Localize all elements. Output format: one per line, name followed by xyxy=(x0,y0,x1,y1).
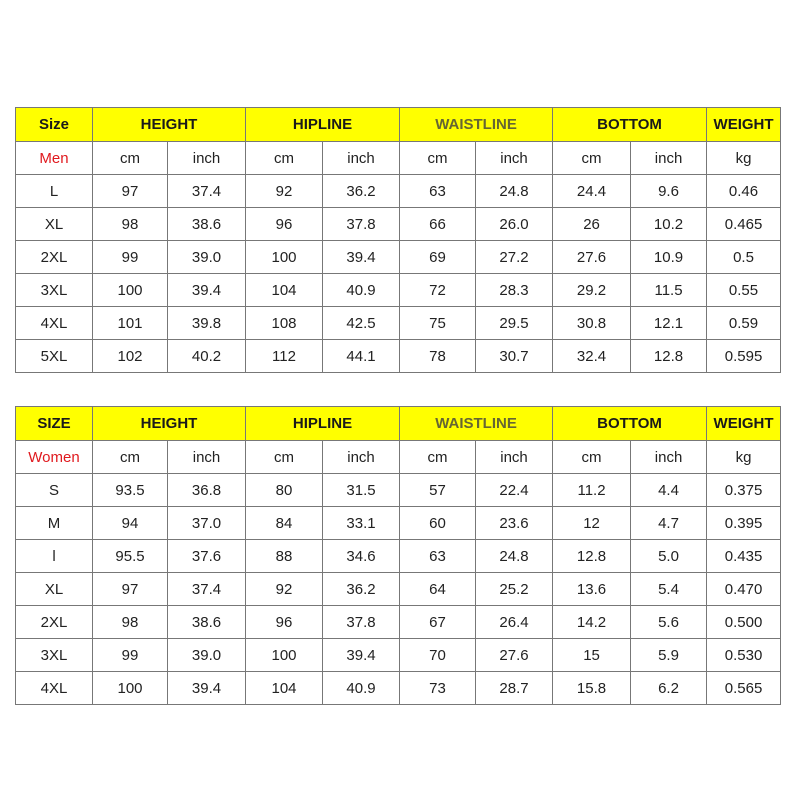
value-cell: 25.2 xyxy=(476,573,553,606)
value-cell: 11.5 xyxy=(631,274,707,307)
value-cell: 84 xyxy=(246,507,323,540)
height-header: HEIGHT xyxy=(93,407,246,441)
value-cell: 30.7 xyxy=(476,340,553,373)
unit-cell: inch xyxy=(476,142,553,175)
hipline-header: HIPLINE xyxy=(246,407,400,441)
table-row xyxy=(16,474,781,507)
value-cell: 27.2 xyxy=(476,241,553,274)
value-cell: 0.46 xyxy=(707,175,781,208)
value-cell: 100 xyxy=(93,672,168,705)
weight-header: WEIGHT xyxy=(707,108,781,142)
value-cell: 108 xyxy=(246,307,323,340)
value-cell: 10.2 xyxy=(631,208,707,241)
value-cell: 44.1 xyxy=(323,340,400,373)
table-row xyxy=(16,540,781,573)
value-cell: 0.465 xyxy=(707,208,781,241)
table-row xyxy=(16,208,781,241)
value-cell: 0.59 xyxy=(707,307,781,340)
value-cell: 63 xyxy=(400,540,476,573)
value-cell: 24.8 xyxy=(476,540,553,573)
value-cell: 42.5 xyxy=(323,307,400,340)
value-cell: 63 xyxy=(400,175,476,208)
value-cell: 37.4 xyxy=(168,175,246,208)
value-cell: 0.395 xyxy=(707,507,781,540)
unit-cell: cm xyxy=(400,142,476,175)
value-cell: 99 xyxy=(93,241,168,274)
value-cell: 33.1 xyxy=(323,507,400,540)
unit-cell: inch xyxy=(631,142,707,175)
unit-cell: cm xyxy=(553,142,631,175)
value-cell: 67 xyxy=(400,606,476,639)
unit-cell: cm xyxy=(93,441,168,474)
value-cell: 36.2 xyxy=(323,175,400,208)
value-cell: 99 xyxy=(93,639,168,672)
value-cell: 13.6 xyxy=(553,573,631,606)
value-cell: 12.8 xyxy=(553,540,631,573)
waistline-header: WAISTLINE xyxy=(400,108,553,142)
value-cell: 94 xyxy=(93,507,168,540)
unit-cell: cm xyxy=(93,142,168,175)
size-cell: l xyxy=(16,540,93,573)
value-cell: 5.0 xyxy=(631,540,707,573)
size-cell: 4XL xyxy=(16,307,93,340)
weight-header: WEIGHT xyxy=(707,407,781,441)
value-cell: 64 xyxy=(400,573,476,606)
table-row xyxy=(16,639,781,672)
value-cell: 39.0 xyxy=(168,639,246,672)
gender-label: Women xyxy=(16,441,93,474)
unit-cell: cm xyxy=(246,441,323,474)
value-cell: 12 xyxy=(553,507,631,540)
value-cell: 0.530 xyxy=(707,639,781,672)
value-cell: 12.1 xyxy=(631,307,707,340)
value-cell: 27.6 xyxy=(476,639,553,672)
value-cell: 36.2 xyxy=(323,573,400,606)
value-cell: 36.8 xyxy=(168,474,246,507)
size-cell: 3XL xyxy=(16,639,93,672)
value-cell: 5.4 xyxy=(631,573,707,606)
value-cell: 112 xyxy=(246,340,323,373)
table-row xyxy=(16,606,781,639)
value-cell: 39.8 xyxy=(168,307,246,340)
value-cell: 97 xyxy=(93,175,168,208)
unit-cell: inch xyxy=(168,142,246,175)
value-cell: 37.8 xyxy=(323,606,400,639)
unit-cell: inch xyxy=(323,142,400,175)
value-cell: 23.6 xyxy=(476,507,553,540)
value-cell: 11.2 xyxy=(553,474,631,507)
value-cell: 37.4 xyxy=(168,573,246,606)
value-cell: 100 xyxy=(246,241,323,274)
value-cell: 104 xyxy=(246,672,323,705)
size-cell: S xyxy=(16,474,93,507)
value-cell: 28.7 xyxy=(476,672,553,705)
value-cell: 5.9 xyxy=(631,639,707,672)
units-row xyxy=(16,142,781,175)
men-size-table xyxy=(15,107,781,373)
value-cell: 39.4 xyxy=(168,274,246,307)
value-cell: 9.6 xyxy=(631,175,707,208)
unit-cell: inch xyxy=(168,441,246,474)
table-row xyxy=(16,175,781,208)
value-cell: 101 xyxy=(93,307,168,340)
value-cell: 92 xyxy=(246,175,323,208)
value-cell: 26.4 xyxy=(476,606,553,639)
value-cell: 27.6 xyxy=(553,241,631,274)
size-cell: XL xyxy=(16,208,93,241)
value-cell: 60 xyxy=(400,507,476,540)
header-row xyxy=(16,407,781,441)
hipline-header: HIPLINE xyxy=(246,108,400,142)
value-cell: 24.4 xyxy=(553,175,631,208)
value-cell: 75 xyxy=(400,307,476,340)
value-cell: 39.4 xyxy=(168,672,246,705)
size-cell: 3XL xyxy=(16,274,93,307)
value-cell: 38.6 xyxy=(168,606,246,639)
value-cell: 12.8 xyxy=(631,340,707,373)
value-cell: 4.7 xyxy=(631,507,707,540)
unit-cell: cm xyxy=(400,441,476,474)
value-cell: 93.5 xyxy=(93,474,168,507)
size-cell: XL xyxy=(16,573,93,606)
value-cell: 14.2 xyxy=(553,606,631,639)
value-cell: 37.8 xyxy=(323,208,400,241)
unit-cell: inch xyxy=(631,441,707,474)
value-cell: 6.2 xyxy=(631,672,707,705)
value-cell: 37.0 xyxy=(168,507,246,540)
value-cell: 31.5 xyxy=(323,474,400,507)
value-cell: 40.9 xyxy=(323,672,400,705)
waistline-header: WAISTLINE xyxy=(400,407,553,441)
value-cell: 39.4 xyxy=(323,639,400,672)
value-cell: 66 xyxy=(400,208,476,241)
value-cell: 97 xyxy=(93,573,168,606)
bottom-header: BOTTOM xyxy=(553,407,707,441)
value-cell: 32.4 xyxy=(553,340,631,373)
value-cell: 39.0 xyxy=(168,241,246,274)
value-cell: 0.565 xyxy=(707,672,781,705)
value-cell: 26.0 xyxy=(476,208,553,241)
size-cell: 4XL xyxy=(16,672,93,705)
value-cell: 40.9 xyxy=(323,274,400,307)
value-cell: 57 xyxy=(400,474,476,507)
value-cell: 4.4 xyxy=(631,474,707,507)
bottom-header: BOTTOM xyxy=(553,108,707,142)
value-cell: 29.5 xyxy=(476,307,553,340)
value-cell: 0.5 xyxy=(707,241,781,274)
value-cell: 88 xyxy=(246,540,323,573)
value-cell: 15.8 xyxy=(553,672,631,705)
value-cell: 70 xyxy=(400,639,476,672)
table-row xyxy=(16,573,781,606)
women-size-table xyxy=(15,406,781,705)
value-cell: 92 xyxy=(246,573,323,606)
value-cell: 40.2 xyxy=(168,340,246,373)
value-cell: 38.6 xyxy=(168,208,246,241)
size-cell: 2XL xyxy=(16,606,93,639)
value-cell: 34.6 xyxy=(323,540,400,573)
unit-cell: kg xyxy=(707,441,781,474)
value-cell: 24.8 xyxy=(476,175,553,208)
size-cell: 2XL xyxy=(16,241,93,274)
value-cell: 0.500 xyxy=(707,606,781,639)
value-cell: 72 xyxy=(400,274,476,307)
value-cell: 100 xyxy=(246,639,323,672)
value-cell: 95.5 xyxy=(93,540,168,573)
value-cell: 28.3 xyxy=(476,274,553,307)
table-row xyxy=(16,307,781,340)
value-cell: 104 xyxy=(246,274,323,307)
value-cell: 22.4 xyxy=(476,474,553,507)
value-cell: 0.435 xyxy=(707,540,781,573)
value-cell: 73 xyxy=(400,672,476,705)
value-cell: 98 xyxy=(93,208,168,241)
unit-cell: kg xyxy=(707,142,781,175)
unit-cell: cm xyxy=(246,142,323,175)
value-cell: 0.55 xyxy=(707,274,781,307)
size-cell: 5XL xyxy=(16,340,93,373)
value-cell: 0.470 xyxy=(707,573,781,606)
value-cell: 5.6 xyxy=(631,606,707,639)
value-cell: 78 xyxy=(400,340,476,373)
value-cell: 15 xyxy=(553,639,631,672)
size-cell: M xyxy=(16,507,93,540)
size-cell: L xyxy=(16,175,93,208)
unit-cell: inch xyxy=(323,441,400,474)
size-header: Size xyxy=(16,108,93,142)
unit-cell: inch xyxy=(476,441,553,474)
table-row xyxy=(16,507,781,540)
value-cell: 0.375 xyxy=(707,474,781,507)
table-row xyxy=(16,241,781,274)
unit-cell: cm xyxy=(553,441,631,474)
header-row xyxy=(16,108,781,142)
value-cell: 98 xyxy=(93,606,168,639)
value-cell: 26 xyxy=(553,208,631,241)
value-cell: 100 xyxy=(93,274,168,307)
value-cell: 96 xyxy=(246,208,323,241)
value-cell: 80 xyxy=(246,474,323,507)
value-cell: 102 xyxy=(93,340,168,373)
value-cell: 39.4 xyxy=(323,241,400,274)
value-cell: 0.595 xyxy=(707,340,781,373)
table-row xyxy=(16,672,781,705)
height-header: HEIGHT xyxy=(93,108,246,142)
value-cell: 30.8 xyxy=(553,307,631,340)
value-cell: 10.9 xyxy=(631,241,707,274)
size-header: SIZE xyxy=(16,407,93,441)
value-cell: 37.6 xyxy=(168,540,246,573)
units-row xyxy=(16,441,781,474)
table-row xyxy=(16,340,781,373)
value-cell: 96 xyxy=(246,606,323,639)
gender-label: Men xyxy=(16,142,93,175)
table-row xyxy=(16,274,781,307)
value-cell: 69 xyxy=(400,241,476,274)
value-cell: 29.2 xyxy=(553,274,631,307)
